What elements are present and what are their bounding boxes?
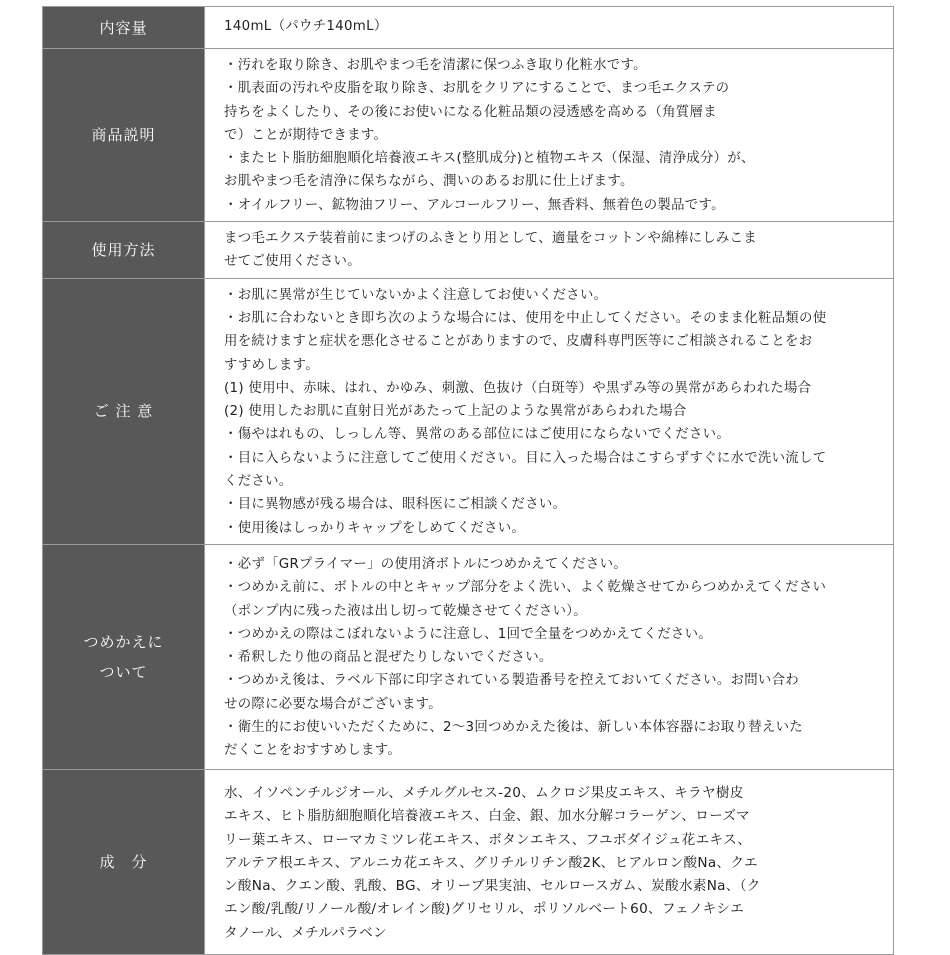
content-line: ください。 bbox=[224, 474, 293, 490]
content-line: ・お肌に合わないとき即ち次のような場合には、使用を中止してください。そのまま化粧品類の使 bbox=[224, 310, 827, 326]
usage-label: 使用方法 bbox=[43, 222, 205, 279]
refill-label-line: つめかえに bbox=[83, 632, 164, 651]
ingredients-label: 成 分 bbox=[43, 769, 205, 954]
content-line: 持ちをよくしたり、その後にお使いになる化粧品類の浸透感を高める（角質層ま bbox=[224, 104, 717, 120]
content-line: ・衛生的にお使いいただくために、2〜3回つめかえた後は、新しい本体容器にお取り替えいた bbox=[224, 720, 803, 736]
volume-row bbox=[43, 7, 894, 49]
content-line: お肌やまつ毛を清浄に保ちながら、潤いのあるお肌に仕上げます。 bbox=[224, 174, 634, 190]
description-content bbox=[205, 49, 894, 222]
content-line: ・つめかえ後は、ラベル下部に印字されている製造番号を控えておいてください。お問い合わ bbox=[224, 673, 800, 689]
content-line: ・またヒト脂肪細胞順化培養液エキス(整肌成分)と植物エキス（保湿、清浄成分）が、 bbox=[224, 151, 755, 167]
refill-content bbox=[205, 544, 894, 769]
content-line: ・目に入らないように注意してご使用ください。目に入った場合はこすらずすぐに水で洗い流して bbox=[224, 450, 827, 466]
volume-label: 内容量 bbox=[43, 7, 205, 49]
caution-content bbox=[205, 278, 894, 544]
content-line: まつ毛エクステ装着前にまつげのふきとり用として、適量をコットンや綿棒にしみこま bbox=[224, 231, 757, 247]
refill-label bbox=[43, 544, 205, 769]
content-line: (2) 使用したお肌に直射日光があたって上記のような異常があらわれた場合 bbox=[224, 404, 687, 420]
usage-row bbox=[43, 222, 894, 279]
caution-row bbox=[43, 278, 894, 544]
content-line: ・肌表面の汚れや皮脂を取り除き、お肌をクリアにすることで、まつ毛エクステの bbox=[224, 81, 730, 97]
content-line: ・お肌に異常が生じていないかよく注意してお使いください。 bbox=[224, 287, 608, 303]
volume-content bbox=[205, 7, 894, 49]
content-line: ・傷やはれもの、しっしん等、異常のある部位にはご使用にならないでください。 bbox=[224, 427, 731, 443]
usage-content bbox=[205, 222, 894, 279]
content-line: ・使用後はしっかりキャップをしめてください。 bbox=[224, 520, 526, 536]
content-line: ・つめかえ前に、ボトルの中とキャップ部分をよく洗い、よく乾燥させてからつめかえてください bbox=[224, 580, 827, 596]
product-spec-table bbox=[42, 6, 894, 955]
content-line: 用を続けますと症状を悪化させることがありますので、皮膚科専門医等にご相談されることをお bbox=[224, 334, 813, 350]
content-line: せてご使用ください。 bbox=[224, 254, 361, 270]
content-line: ン酸Na、クエン酸、乳酸、BG、オリーブ果実油、セルロースガム、炭酸水素Na、（ク bbox=[224, 878, 761, 895]
content-line: で）ことが期待できます。 bbox=[224, 127, 388, 143]
content-line: せの際に必要な場合がございます。 bbox=[224, 696, 442, 712]
content-line: 140mL（パウチ140mL） bbox=[224, 19, 388, 34]
content-line: ・オイルフリー、鉱物油フリー、アルコールフリー、無香料、無着色の製品です。 bbox=[224, 197, 725, 213]
description-label: 商品説明 bbox=[43, 49, 205, 222]
ingredients-row bbox=[43, 769, 894, 954]
content-line: (1) 使用中、赤味、はれ、かゆみ、刺激、色抜け（白斑等）や黒ずみ等の異常があらわれた場合 bbox=[224, 380, 812, 396]
content-line: ・必ず「GRプライマー」の使用済ボトルにつめかえてください。 bbox=[224, 556, 627, 572]
content-line: エキス、ヒト脂肪細胞順化培養液エキス、白金、銀、加水分解コラーゲン、ローズマ bbox=[224, 808, 750, 825]
content-line: ・希釈したり他の商品と混ぜたりしないでください。 bbox=[224, 650, 553, 666]
content-line: 水、イソペンチルジオール、メチルグルセス-20、ムクロジ果皮エキス、キラヤ樹皮 bbox=[224, 784, 744, 801]
ingredients-content bbox=[205, 769, 894, 954]
refill-label-line: ついて bbox=[99, 662, 148, 681]
content-line: エン酸/乳酸/リノール酸/オレイン酸)グリセリル、ポリソルベート60、フェノキシエ bbox=[224, 901, 745, 918]
content-line: アルテア根エキス、アルニカ花エキス、グリチルリチン酸2K、ヒアルロン酸Na、クエ bbox=[224, 854, 758, 871]
description-row bbox=[43, 49, 894, 222]
content-line: すすめします。 bbox=[224, 357, 319, 373]
content-line: ・目に異物感が残る場合は、眼科医にご相談ください。 bbox=[224, 497, 567, 513]
caution-label: ご 注 意 bbox=[43, 278, 205, 544]
content-line: だくことをおすすめします。 bbox=[224, 743, 402, 759]
content-line: タノール、メチルパラベン bbox=[224, 924, 387, 941]
content-line: ・つめかえの際はこぼれないように注意し、1回で全量をつめかえてください。 bbox=[224, 626, 712, 642]
content-line: リー葉エキス、ローマカミツレ花エキス、ボタンエキス、フユボダイジュ花エキス、 bbox=[224, 831, 752, 848]
content-line: （ポンプ内に残った液は出し切って乾燥させてください）。 bbox=[224, 603, 587, 619]
content-line: ・汚れを取り除き、お肌やまつ毛を清潔に保つふき取り化粧水です。 bbox=[224, 58, 647, 73]
refill-row bbox=[43, 544, 894, 769]
